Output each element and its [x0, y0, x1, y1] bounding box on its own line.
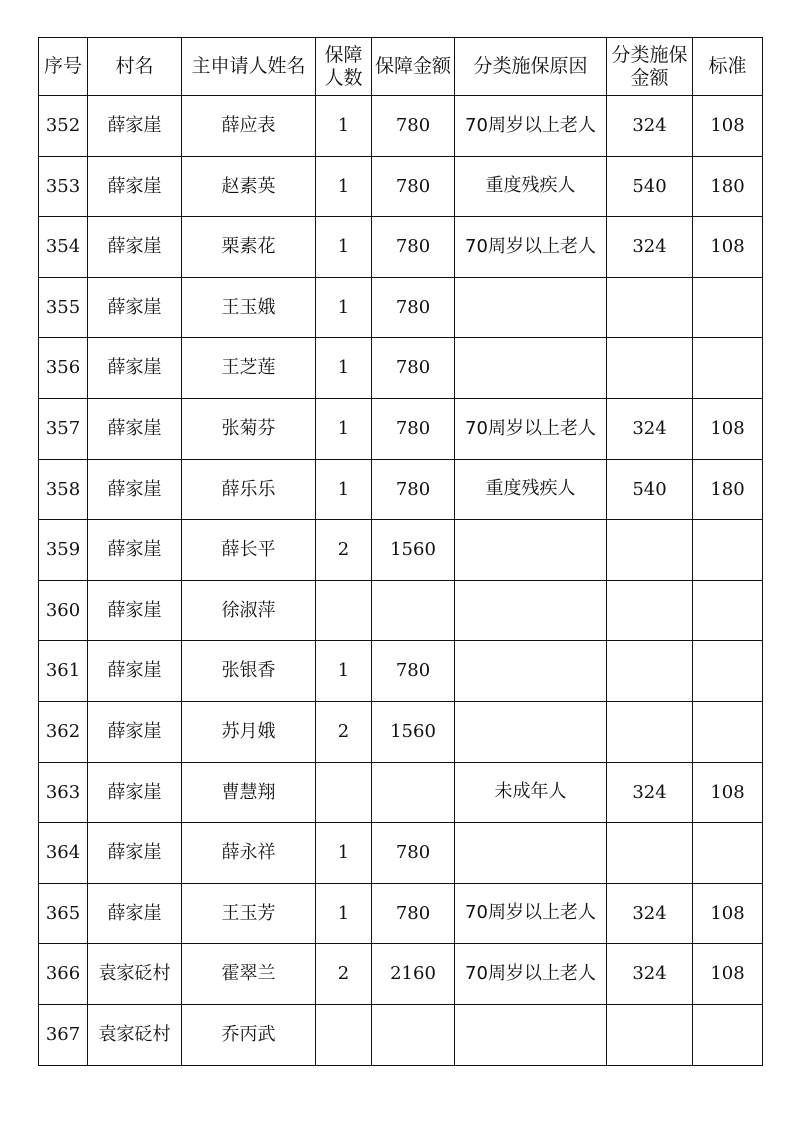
cell-standard: [693, 580, 763, 641]
table-row: [39, 217, 763, 278]
cell-standard: [693, 1004, 763, 1065]
cell-village: 薛家崖: [88, 701, 182, 762]
cell-reason: [455, 580, 607, 641]
cell-applicant: 栗素花: [182, 217, 316, 278]
cell-persons: 1: [316, 96, 372, 157]
cell-reason: [455, 701, 607, 762]
cell-standard: [693, 520, 763, 581]
table-row: [39, 459, 763, 520]
cell-village: 薛家崖: [88, 398, 182, 459]
cell-amount: 1560: [372, 701, 455, 762]
cell-amount: 780: [372, 277, 455, 338]
cell-persons: 2: [316, 701, 372, 762]
cell-reason: [455, 520, 607, 581]
cell-amount: 780: [372, 96, 455, 157]
cell-standard: 108: [693, 398, 763, 459]
cell-seq: 358: [39, 459, 88, 520]
table-row: [39, 762, 763, 823]
header-applicant: 主申请人姓名: [182, 38, 316, 96]
cell-seq: 365: [39, 883, 88, 944]
cell-persons: 1: [316, 641, 372, 702]
cell-standard: [693, 823, 763, 884]
cell-amount: 780: [372, 338, 455, 399]
cell-village: 薛家崖: [88, 96, 182, 157]
cell-applicant: 王玉娥: [182, 277, 316, 338]
cell-class-amount: [607, 823, 693, 884]
cell-reason: 70周岁以上老人: [455, 96, 607, 157]
table-row: [39, 641, 763, 702]
header-class-amount: 分类施保金额: [607, 38, 693, 96]
cell-seq: 364: [39, 823, 88, 884]
cell-amount: 780: [372, 398, 455, 459]
table-row: [39, 398, 763, 459]
table-row: [39, 520, 763, 581]
cell-amount: [372, 762, 455, 823]
cell-applicant: 王玉芳: [182, 883, 316, 944]
cell-seq: 362: [39, 701, 88, 762]
cell-reason: 70周岁以上老人: [455, 883, 607, 944]
cell-reason: 70周岁以上老人: [455, 944, 607, 1005]
cell-standard: [693, 277, 763, 338]
cell-applicant: 薛乐乐: [182, 459, 316, 520]
cell-persons: 1: [316, 459, 372, 520]
cell-reason: [455, 823, 607, 884]
cell-village: 薛家崖: [88, 156, 182, 217]
table-row: [39, 277, 763, 338]
cell-village: 薛家崖: [88, 883, 182, 944]
cell-applicant: 霍翠兰: [182, 944, 316, 1005]
cell-persons: 2: [316, 520, 372, 581]
cell-amount: 780: [372, 217, 455, 278]
cell-amount: 780: [372, 883, 455, 944]
cell-persons: 1: [316, 398, 372, 459]
cell-class-amount: 324: [607, 398, 693, 459]
cell-applicant: 王芝莲: [182, 338, 316, 399]
cell-standard: 108: [693, 96, 763, 157]
cell-reason: [455, 1004, 607, 1065]
cell-amount: [372, 580, 455, 641]
cell-applicant: 苏月娥: [182, 701, 316, 762]
table-row: [39, 96, 763, 157]
cell-village: 薛家崖: [88, 580, 182, 641]
cell-persons: [316, 580, 372, 641]
cell-reason: 70周岁以上老人: [455, 398, 607, 459]
cell-standard: [693, 338, 763, 399]
cell-village: 薛家崖: [88, 277, 182, 338]
cell-amount: 780: [372, 823, 455, 884]
cell-standard: 180: [693, 459, 763, 520]
cell-seq: 360: [39, 580, 88, 641]
cell-standard: 108: [693, 217, 763, 278]
cell-applicant: 曹慧翔: [182, 762, 316, 823]
cell-class-amount: 324: [607, 96, 693, 157]
cell-applicant: 薛永祥: [182, 823, 316, 884]
header-persons: 保障人数: [316, 38, 372, 96]
cell-village: 薛家崖: [88, 459, 182, 520]
cell-applicant: 张菊芬: [182, 398, 316, 459]
cell-reason: [455, 277, 607, 338]
cell-applicant: 张银香: [182, 641, 316, 702]
header-amount: 保障金额: [372, 38, 455, 96]
table-row: [39, 944, 763, 1005]
cell-standard: 180: [693, 156, 763, 217]
header-village: 村名: [88, 38, 182, 96]
cell-applicant: 乔丙武: [182, 1004, 316, 1065]
cell-class-amount: [607, 338, 693, 399]
table-row: [39, 156, 763, 217]
cell-persons: 1: [316, 338, 372, 399]
cell-persons: 2: [316, 944, 372, 1005]
cell-seq: 357: [39, 398, 88, 459]
header-seq: 序号: [39, 38, 88, 96]
cell-village: 薛家崖: [88, 217, 182, 278]
cell-persons: 1: [316, 217, 372, 278]
table-body: [39, 96, 763, 1066]
cell-amount: 2160: [372, 944, 455, 1005]
cell-applicant: 薛应表: [182, 96, 316, 157]
cell-seq: 354: [39, 217, 88, 278]
table-row: [39, 338, 763, 399]
cell-village: 薛家崖: [88, 520, 182, 581]
cell-amount: 1560: [372, 520, 455, 581]
table-row: [39, 1004, 763, 1065]
cell-village: 袁家砭村: [88, 1004, 182, 1065]
cell-persons: 1: [316, 823, 372, 884]
table-row: [39, 823, 763, 884]
cell-class-amount: [607, 580, 693, 641]
cell-village: 薛家崖: [88, 762, 182, 823]
cell-standard: 108: [693, 883, 763, 944]
cell-reason: 重度残疾人: [455, 459, 607, 520]
cell-seq: 366: [39, 944, 88, 1005]
cell-standard: 108: [693, 944, 763, 1005]
cell-persons: 1: [316, 883, 372, 944]
cell-class-amount: 540: [607, 156, 693, 217]
cell-reason: [455, 641, 607, 702]
cell-village: 薛家崖: [88, 641, 182, 702]
cell-reason: [455, 338, 607, 399]
header-standard: 标准: [693, 38, 763, 96]
header-reason: 分类施保原因: [455, 38, 607, 96]
cell-seq: 356: [39, 338, 88, 399]
cell-seq: 367: [39, 1004, 88, 1065]
cell-class-amount: [607, 277, 693, 338]
cell-applicant: 赵素英: [182, 156, 316, 217]
cell-seq: 363: [39, 762, 88, 823]
cell-standard: [693, 641, 763, 702]
cell-class-amount: 324: [607, 944, 693, 1005]
table-row: [39, 883, 763, 944]
cell-amount: [372, 1004, 455, 1065]
cell-persons: [316, 1004, 372, 1065]
cell-standard: 108: [693, 762, 763, 823]
cell-seq: 353: [39, 156, 88, 217]
cell-seq: 355: [39, 277, 88, 338]
cell-persons: 1: [316, 156, 372, 217]
cell-applicant: 徐淑萍: [182, 580, 316, 641]
cell-class-amount: [607, 520, 693, 581]
cell-amount: 780: [372, 156, 455, 217]
cell-amount: 780: [372, 459, 455, 520]
cell-seq: 352: [39, 96, 88, 157]
cell-reason: 重度残疾人: [455, 156, 607, 217]
cell-persons: [316, 762, 372, 823]
table-row: [39, 701, 763, 762]
cell-class-amount: [607, 1004, 693, 1065]
cell-reason: 未成年人: [455, 762, 607, 823]
cell-class-amount: [607, 641, 693, 702]
table-row: [39, 580, 763, 641]
cell-reason: 70周岁以上老人: [455, 217, 607, 278]
cell-seq: 361: [39, 641, 88, 702]
header-row: [39, 38, 763, 96]
cell-class-amount: 324: [607, 762, 693, 823]
cell-class-amount: [607, 701, 693, 762]
cell-village: 袁家砭村: [88, 944, 182, 1005]
cell-amount: 780: [372, 641, 455, 702]
cell-persons: 1: [316, 277, 372, 338]
cell-class-amount: 540: [607, 459, 693, 520]
cell-village: 薛家崖: [88, 338, 182, 399]
cell-class-amount: 324: [607, 217, 693, 278]
cell-seq: 359: [39, 520, 88, 581]
cell-village: 薛家崖: [88, 823, 182, 884]
cell-class-amount: 324: [607, 883, 693, 944]
cell-standard: [693, 701, 763, 762]
cell-applicant: 薛长平: [182, 520, 316, 581]
roster-table: [38, 37, 763, 1066]
